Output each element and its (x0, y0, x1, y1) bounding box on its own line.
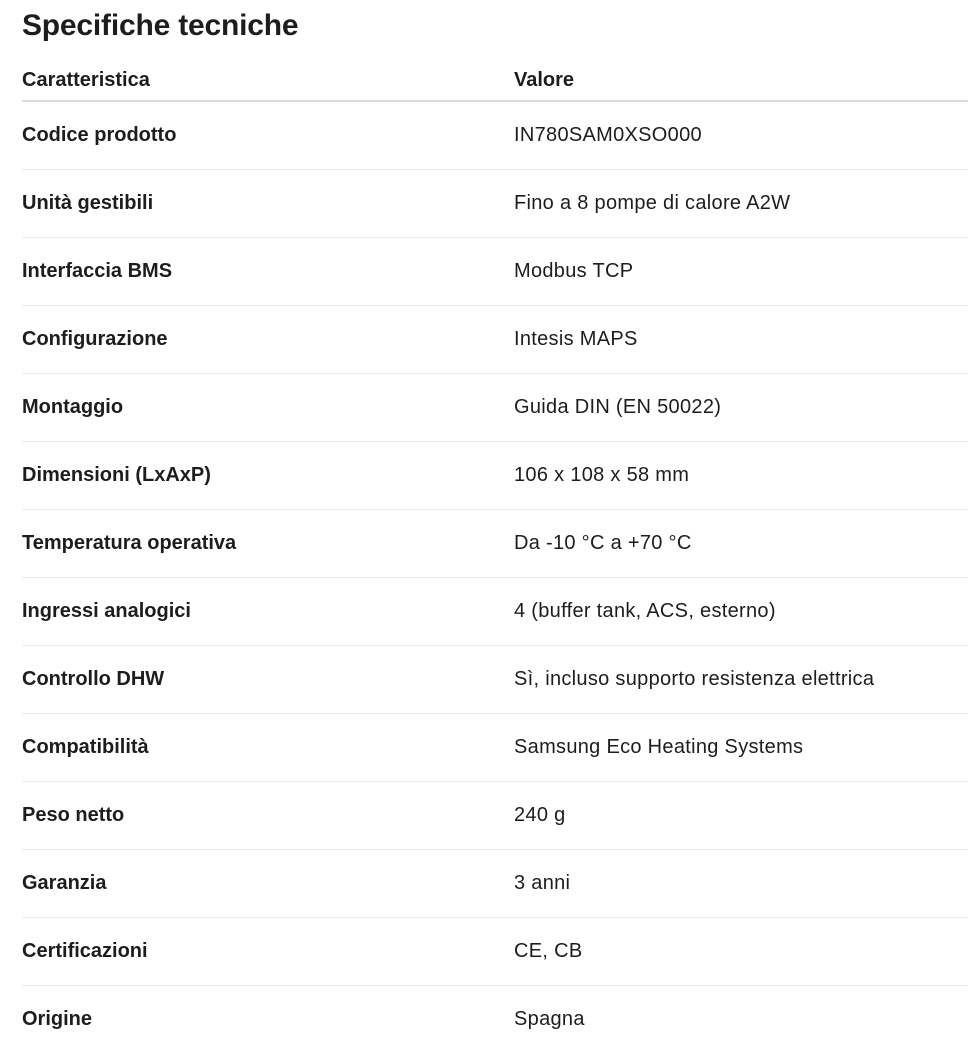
table-row (22, 238, 968, 306)
spec-key: Interfaccia BMS (22, 238, 514, 306)
spec-value: Sì, incluso supporto resistenza elettrica (514, 646, 968, 714)
table-row (22, 782, 968, 850)
table-row (22, 646, 968, 714)
spec-value: 4 (buffer tank, ACS, esterno) (514, 578, 968, 646)
spec-value: IN780SAM0XSO000 (514, 101, 968, 170)
table-row (22, 510, 968, 578)
spec-key: Dimensioni (LxAxP) (22, 442, 514, 510)
spec-value: Spagna (514, 1008, 585, 1030)
table-row (22, 442, 968, 510)
table-row (22, 578, 968, 646)
column-header-feature: Caratteristica (22, 60, 514, 101)
spec-key: Certificazioni (22, 918, 514, 986)
spec-key: Compatibilità (22, 714, 514, 782)
spec-value: CE, CB (514, 918, 968, 986)
spec-key: Controllo DHW (22, 646, 514, 714)
column-header-value: Valore (514, 60, 968, 101)
spec-value: Samsung Eco Heating Systems (514, 714, 968, 782)
table-row (22, 306, 968, 374)
spec-key: Peso netto (22, 782, 514, 850)
spec-value: 240 g (514, 782, 968, 850)
table-row (22, 714, 968, 782)
spec-value: Fino a 8 pompe di calore A2W (514, 170, 968, 238)
spec-key: Codice prodotto (22, 101, 514, 170)
table-row (22, 986, 968, 1054)
spec-value: Da -10 °C a +70 °C (514, 510, 968, 578)
section-title: Specifiche tecniche (22, 9, 299, 42)
table-row (22, 850, 968, 918)
table-row (22, 101, 968, 170)
table-row (22, 918, 968, 986)
spec-key: Ingressi analogici (22, 578, 514, 646)
table-row (22, 170, 968, 238)
spec-table (22, 60, 968, 1053)
table-header-row (22, 60, 968, 101)
spec-key: Garanzia (22, 850, 514, 918)
spec-key: Unità gestibili (22, 170, 514, 238)
spec-value: Intesis MAPS (514, 306, 968, 374)
table-row (22, 374, 968, 442)
spec-value: 3 anni (514, 850, 968, 918)
spec-key: Configurazione (22, 306, 514, 374)
spec-key: Origine (22, 1008, 93, 1030)
spec-key: Temperatura operativa (22, 510, 514, 578)
spec-key: Montaggio (22, 374, 514, 442)
spec-value: Modbus TCP (514, 238, 968, 306)
spec-value: 106 x 108 x 58 mm (514, 442, 968, 510)
spec-value: Guida DIN (EN 50022) (514, 374, 968, 442)
